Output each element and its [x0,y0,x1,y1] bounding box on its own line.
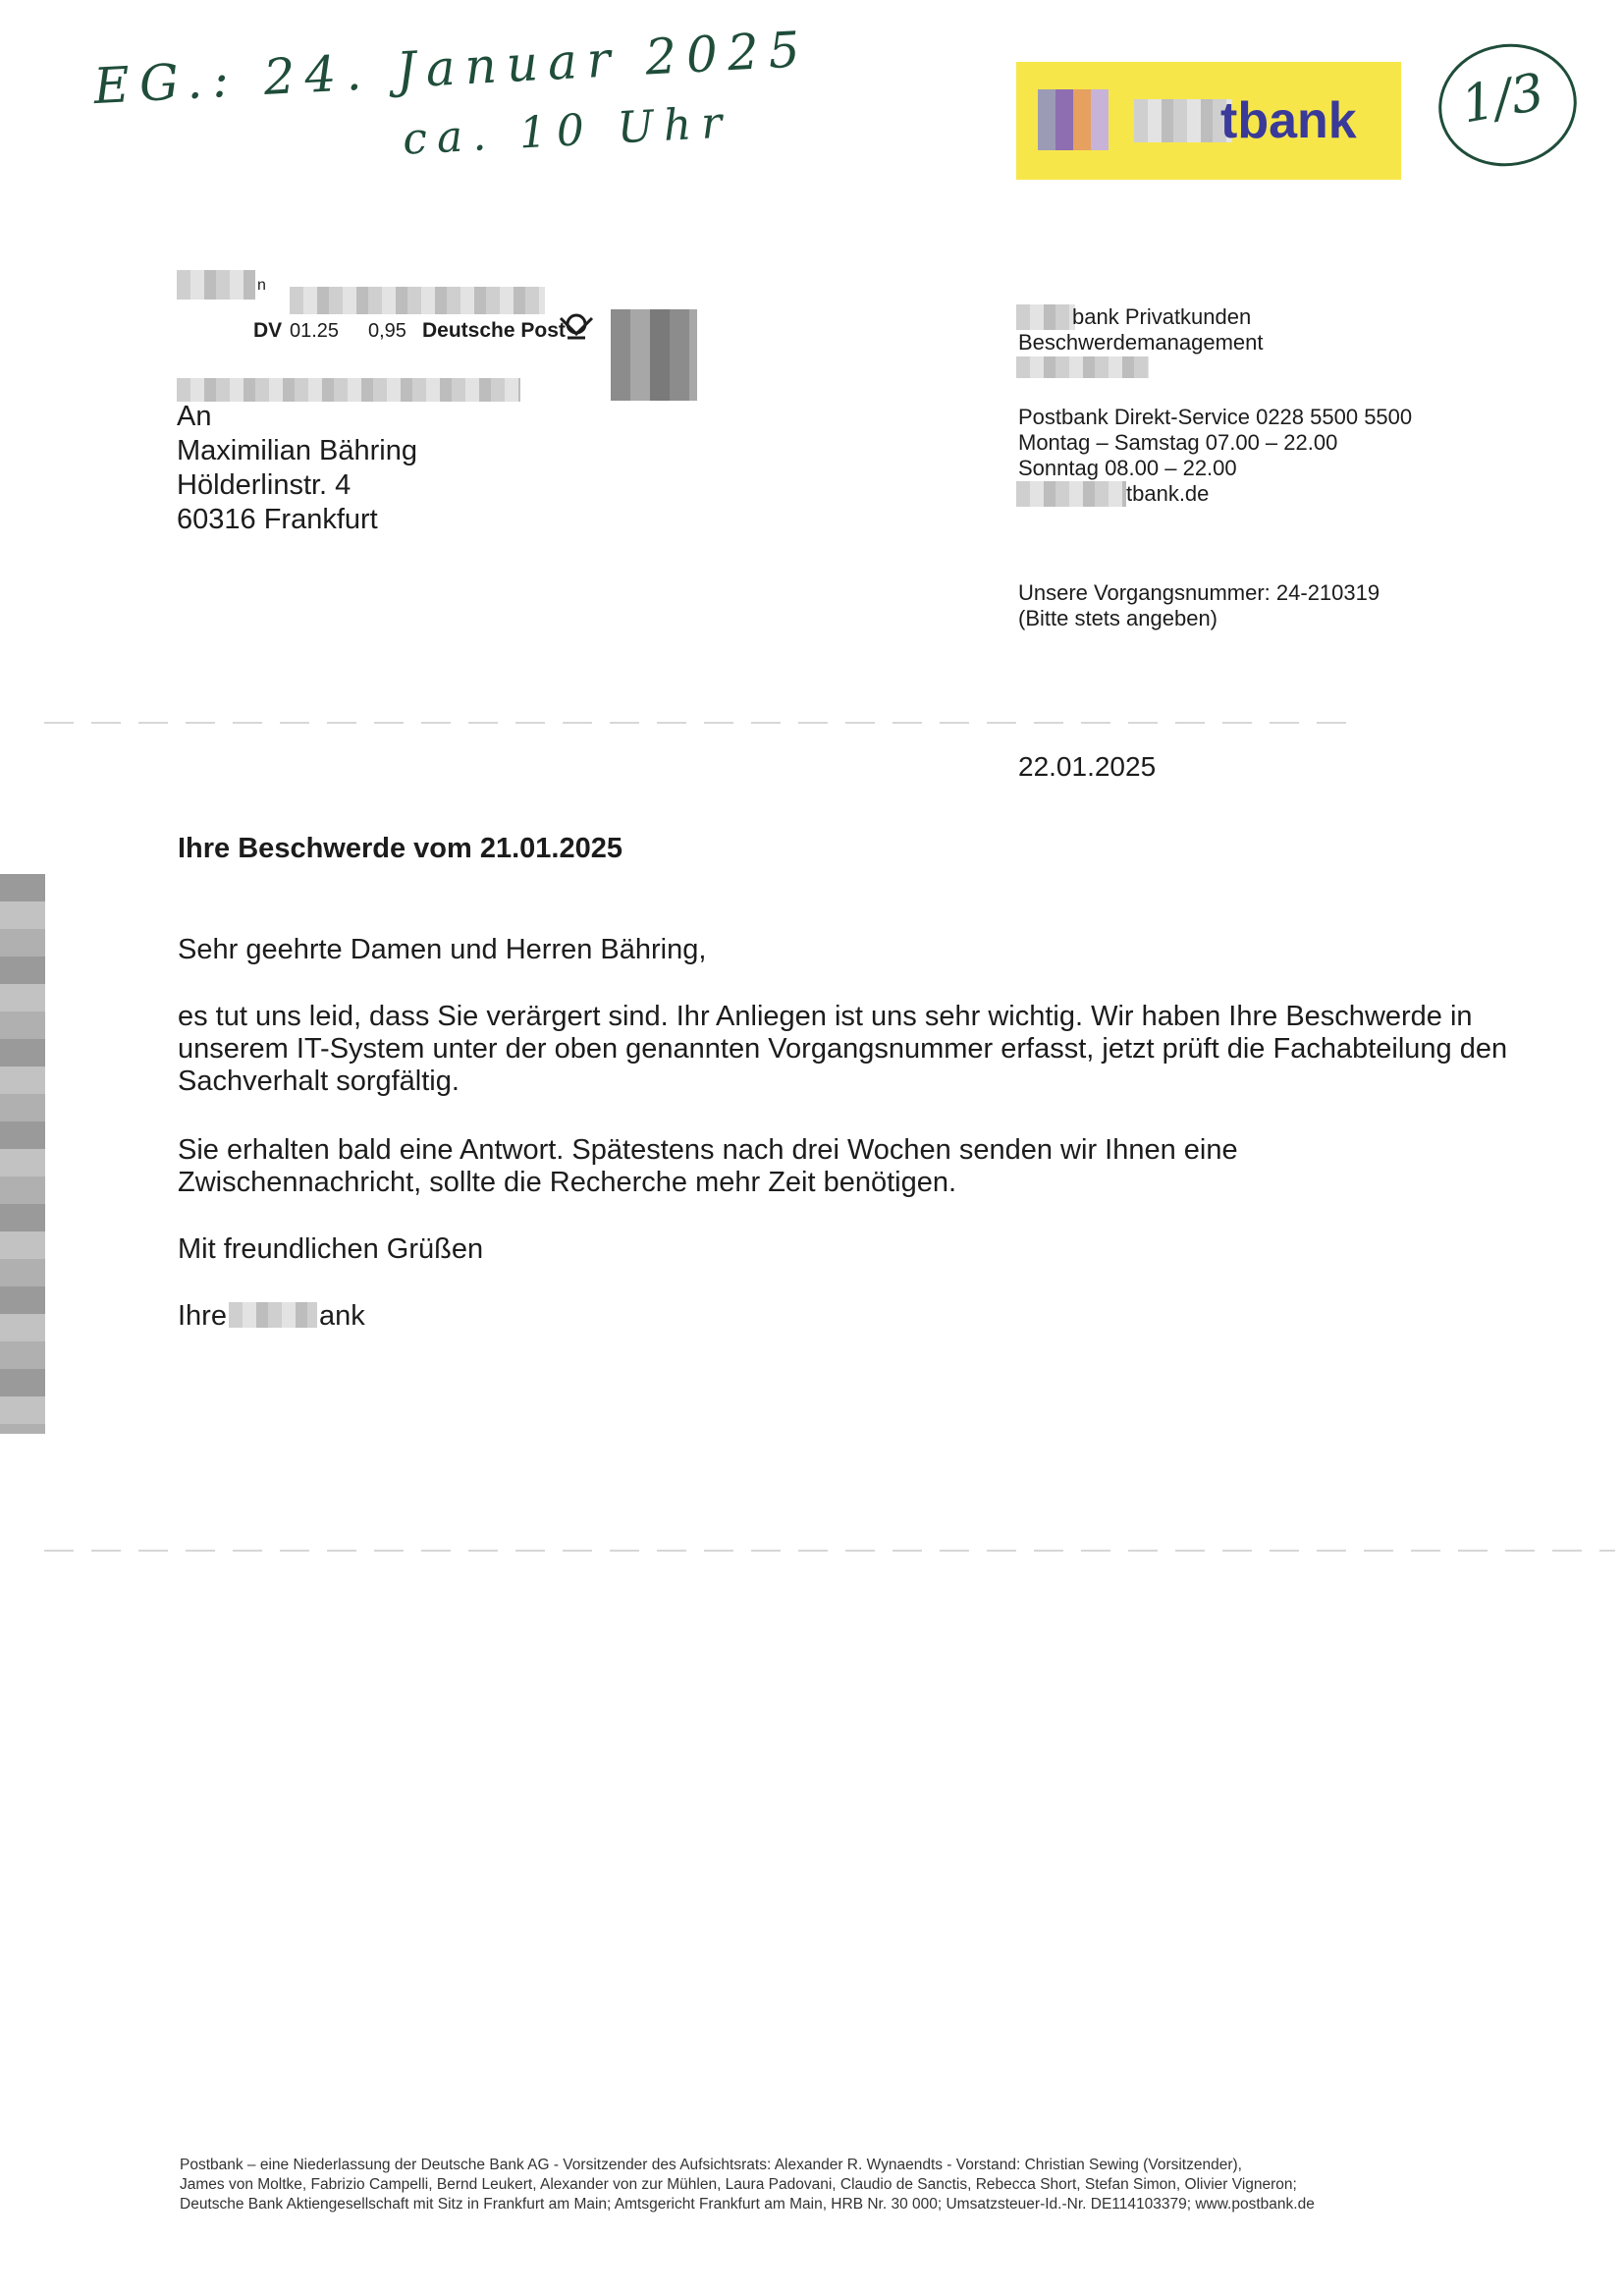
redacted-sender-name [177,270,255,300]
redacted-sender-line [1016,356,1149,378]
redacted-bank-prefix [1016,304,1075,330]
bank-logo [1016,62,1401,180]
sender-department-2: Beschwerdemanagement [1018,330,1264,355]
fold-mark-middle [44,1550,1615,1552]
signature-prefix: Ihre [178,1300,227,1332]
redacted-sender-address [290,287,545,314]
recipient-street: Hölderlinstr. 4 [177,469,352,501]
posthorn-icon [558,312,595,346]
postage-carrier: Deutsche Post [422,319,566,342]
sender-hours-sunday: Sonntag 08.00 – 22.00 [1018,456,1237,480]
letter-subject: Ihre Beschwerde vom 21.01.2025 [178,833,622,864]
letter-date: 22.01.2025 [1018,751,1157,782]
recipient-prefix: An [177,401,212,432]
redacted-signature-block [229,1302,317,1328]
handwritten-date-note: EG.: 24. Januar 2025 [91,20,811,116]
letter-signature [178,1300,365,1333]
footer-line-1: Postbank – eine Niederlassung der Deutsche Bank AG - Vorsitzender des Aufsichtsrats: Alexander R. Wynaendts - Vorstand: Christian Sewing (Vorsitzender), [180,2157,1242,2173]
logo-text: tbank [1220,92,1357,149]
recipient-city: 60316 Frankfurt [177,504,378,535]
redacted-return-line [177,378,520,402]
recipient-name: Maximilian Bähring [177,435,417,466]
sender-service-line: Postbank Direkt-Service 0228 5500 5500 [1018,405,1413,429]
reference-number: Unsere Vorgangsnummer: 24-210319 [1018,580,1380,605]
fold-mark-top [44,722,1350,724]
redacted-edge-stripe [0,874,45,1434]
letter-salutation: Sehr geehrte Damen und Herren Bähring, [178,934,707,965]
recipient-address [177,400,417,537]
sender-website: tbank.de [1126,481,1210,506]
footer-line-3: Deutsche Bank Aktiengesellschaft mit Sitz in Frankfurt am Main; Amtsgericht Frankfurt am Main, HRB Nr. 30 000; Umsatzsteuer-Id.-Nr. DE114103379; www.postbank.de [180,2196,1315,2213]
letter-closing: Mit freundlichen Grüßen [178,1233,484,1265]
logo-mark-icon [1038,89,1109,150]
reference-note: (Bitte stets angeben) [1018,606,1218,630]
sender-department: bank Privatkunden [1072,304,1252,329]
sender-fragment: n [257,277,266,294]
postage-dv-value: 01.25 [290,320,340,342]
sender-hours-weekday: Montag – Samstag 07.00 – 22.00 [1018,430,1338,455]
footer-line-2: James von Moltke, Fabrizio Campelli, Bernd Leukert, Alexander von zur Mühlen, Laura Padovani, Claudio de Sanctis, Rebecca Short, Stefan Simon, Olivier Vigneron; [180,2176,1297,2193]
handwritten-time-note: ca. 10 Uhr [401,97,733,165]
logo-redacted-block [1134,99,1232,142]
postage-price: 0,95 [368,320,406,342]
letter-paragraph-1: es tut uns leid, dass Sie verärgert sind. Ihr Anliegen ist uns sehr wichtig. Wir haben Ihre Beschwerde in unserem IT-System unter der oben genannten Vorgangsnummer erfasst, jetzt prüft die Fachabteilung den Sachverhalt sorgfältig. [178,1001,1508,1097]
redacted-frankit-block [611,309,697,401]
letter-paragraph-2: Sie erhalten bald eine Antwort. Spätestens nach drei Wochen senden wir Ihnen eine Zwischennachricht, sollte die Recherche mehr Zeit benötigen. [178,1134,1238,1198]
redacted-web-prefix [1016,481,1126,507]
signature-suffix: ank [318,1300,365,1332]
postage-dv-label: DV [253,319,283,342]
letter-footer [180,2156,1315,2214]
handwritten-page-marker: 1/3 [1429,33,1586,178]
